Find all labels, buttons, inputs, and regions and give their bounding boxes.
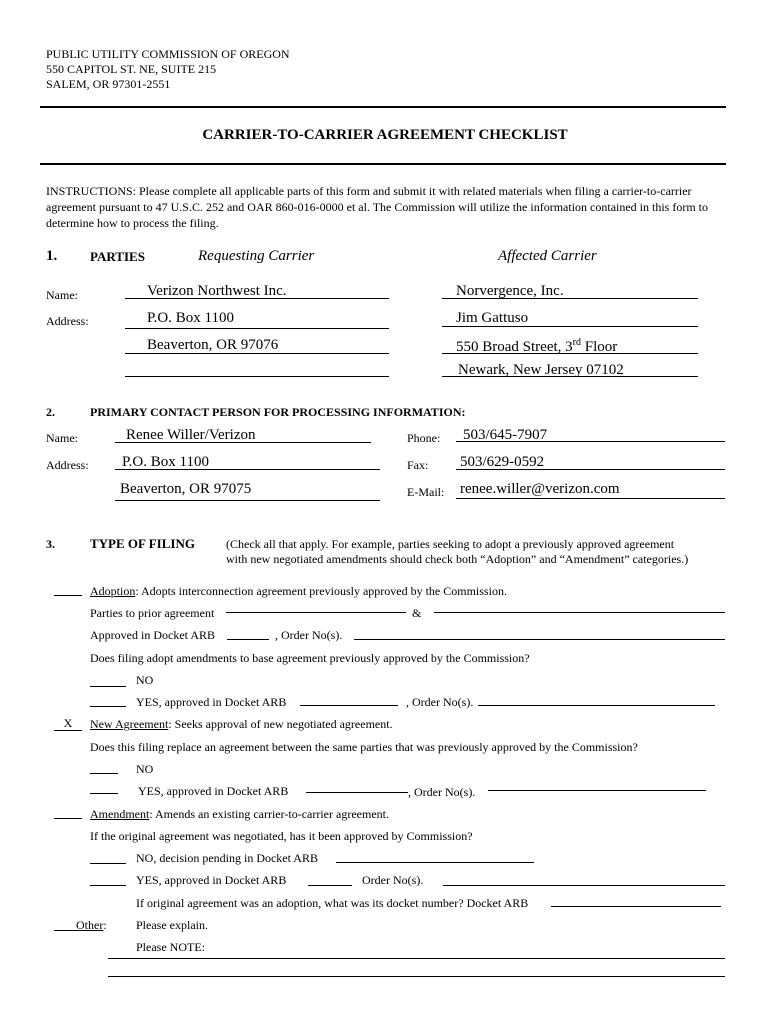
adoption-yes-order-field[interactable] [478, 705, 715, 706]
filing-note-line-2: with new negotiated amendments should check both “Adoption” and “Amendment” categories.) [226, 552, 689, 566]
other-term: Other [76, 918, 104, 932]
new-agreement-order-field[interactable] [488, 790, 706, 791]
amendment-item [90, 807, 389, 822]
adoption-approved-label: Approved in Docket ARB [90, 628, 215, 642]
requesting-address-2-line [125, 353, 389, 354]
header-line-2: 550 CAPITOL ST. NE, SUITE 215 [46, 62, 217, 76]
requesting-carrier-heading: Requesting Carrier [198, 248, 315, 264]
email-label: E-Mail: [407, 485, 445, 499]
amendment-no-label: NO, decision pending in Docket ARB [136, 851, 318, 865]
amendment-yes-label: YES, approved in Docket ARB [136, 873, 287, 887]
fax-line [456, 469, 725, 470]
new-agreement-term: New Agreement [90, 717, 169, 731]
amendment-adoption-docket-field[interactable] [551, 906, 721, 907]
affected-address-1-line [442, 326, 698, 327]
new-agreement-no-label: NO [136, 762, 154, 776]
new-agreement-yes-label: YES, approved in Docket ARB [138, 784, 289, 798]
other-item [76, 918, 107, 933]
contact-phone[interactable]: 503/645-7907 [463, 427, 548, 443]
affected-address-3-line [442, 376, 698, 377]
other-note-label: Please NOTE: [136, 940, 205, 954]
new-agreement-no-check[interactable] [90, 773, 118, 774]
affected-carrier-heading: Affected Carrier [498, 248, 597, 264]
ampersand: & [412, 606, 422, 620]
other-check-line[interactable] [54, 930, 76, 931]
adoption-no-label: NO [136, 673, 154, 687]
requesting-address-2[interactable]: Beaverton, OR 97076 [147, 337, 279, 353]
parties-prior-label: Parties to prior agreement [90, 606, 215, 620]
affected-carrier-name[interactable]: Norvergence, Inc. [456, 283, 564, 299]
new-agreement-desc: : Seeks approval of new negotiated agreement. [168, 717, 393, 731]
adoption-no-check[interactable] [90, 686, 126, 687]
requesting-address-1-line [125, 328, 389, 329]
rule-title [40, 163, 726, 165]
fax-label: Fax: [407, 458, 429, 472]
new-agreement-docket-field[interactable] [306, 792, 408, 793]
contact-fax[interactable]: 503/629-0592 [460, 454, 545, 470]
contact-name-line [115, 442, 371, 443]
amendment-term: Amendment [90, 807, 150, 821]
adoption-check-line [54, 595, 82, 596]
new-agreement-yes-check[interactable] [90, 793, 118, 794]
adoption-yes-order-label: , Order No(s). [406, 695, 474, 709]
header-line-1: PUBLIC UTILITY COMMISSION OF OREGON [46, 47, 290, 61]
other-colon: : [103, 918, 107, 932]
amendment-no-check[interactable] [90, 863, 126, 864]
requesting-carrier-name[interactable]: Verizon Northwest Inc. [147, 283, 287, 299]
prior-party-2-field[interactable] [434, 612, 725, 613]
contact-name-label: Name: [46, 431, 78, 445]
adoption-desc: : Adopts interconnection agreement previously approved by the Commission. [135, 584, 507, 598]
section-2-label: PRIMARY CONTACT PERSON FOR PROCESSING INFORMATION: [90, 405, 466, 419]
contact-address-1[interactable]: P.O. Box 1100 [122, 454, 209, 470]
new-agreement-question: Does this filing replace an agreement between the same parties that was previously approved by the Commission? [90, 740, 638, 754]
affected-address-2-main: 550 Broad Street, 3 [456, 339, 573, 355]
affected-address-2-line [442, 353, 698, 354]
requesting-address-1[interactable]: P.O. Box 1100 [147, 310, 234, 326]
parties-address-label: Address: [46, 314, 89, 328]
filing-note [226, 537, 688, 567]
phone-line [456, 441, 725, 442]
commission-header [46, 47, 290, 92]
requesting-address-3-line [125, 376, 389, 377]
adoption-yes-label: YES, approved in Docket ARB [136, 695, 287, 709]
new-agreement-item [90, 717, 393, 732]
new-agreement-checkbox[interactable]: X [63, 716, 73, 730]
adoption-order-label: , Order No(s). [275, 628, 343, 642]
adoption-order-field[interactable] [354, 639, 725, 640]
section-2-number: 2. [46, 405, 55, 419]
email-line [456, 498, 725, 499]
amendment-yes-docket-field[interactable] [308, 885, 352, 886]
contact-email[interactable]: renee.willer@verizon.com [460, 481, 620, 497]
amendment-no-docket-field[interactable] [336, 862, 534, 863]
prior-party-1-field[interactable] [226, 612, 406, 613]
adoption-amend-question: Does filing adopt amendments to base agreement previously approved by the Commission? [90, 651, 530, 665]
rule-top [40, 106, 726, 108]
contact-address-2[interactable]: Beaverton, OR 97075 [120, 481, 252, 497]
contact-address-2-line [115, 500, 380, 501]
adoption-item [90, 584, 507, 599]
affected-address-2-sup: rd [572, 337, 581, 348]
parties-name-label: Name: [46, 288, 78, 302]
phone-label: Phone: [407, 431, 441, 445]
amendment-desc: : Amends an existing carrier-to-carrier agreement. [149, 807, 389, 821]
contact-address-label: Address: [46, 458, 89, 472]
header-line-3: SALEM, OR 97301-2551 [46, 77, 171, 91]
form-title: CARRIER-TO-CARRIER AGREEMENT CHECKLIST [202, 127, 568, 143]
affected-address-3[interactable]: Newark, New Jersey 07102 [458, 362, 624, 378]
section-1-label: PARTIES [90, 249, 145, 264]
adoption-yes-docket-field[interactable] [300, 705, 398, 706]
adoption-docket-field[interactable] [227, 639, 269, 640]
adoption-yes-check[interactable] [90, 706, 126, 707]
section-3-label: TYPE OF FILING [90, 536, 195, 551]
other-explain-label: Please explain. [136, 918, 208, 932]
affected-address-1[interactable]: Jim Gattuso [456, 310, 529, 326]
other-notes-line-1[interactable] [108, 958, 725, 959]
amendment-order-field[interactable] [443, 885, 725, 886]
amendment-adoption-question: If original agreement was an adoption, what was its docket number? Docket ARB [136, 896, 529, 910]
amendment-check-line [54, 818, 82, 819]
section-3-number: 3. [46, 537, 55, 551]
contact-name[interactable]: Renee Willer/Verizon [126, 427, 256, 443]
requesting-name-line [125, 298, 389, 299]
amendment-yes-check[interactable] [90, 885, 126, 886]
instructions: INSTRUCTIONS: Please complete all applicable parts of this form and submit it with related materials when filing a carrier-to-carrier agreement pursuant to 47 U.S.C. 252 and OAR 860-016-0000 et al. The Commission will utilize the information contained in this form to determine how to process the filing. [46, 184, 709, 230]
amendment-question: If the original agreement was negotiated, has it been approved by Commission? [90, 829, 473, 843]
adoption-term: Adoption [90, 584, 136, 598]
filing-note-line-1: (Check all that apply. For example, parties seeking to adopt a previously approved agreement [226, 537, 675, 551]
section-1-number: 1. [46, 248, 58, 264]
affected-name-line [442, 298, 698, 299]
other-notes-line-2[interactable] [108, 976, 725, 977]
new-agreement-check-line [54, 730, 82, 731]
contact-address-1-line [115, 469, 380, 470]
amendment-order-label: Order No(s). [362, 873, 424, 887]
new-agreement-order-label: , Order No(s). [408, 785, 476, 799]
affected-address-2-tail: Floor [581, 339, 618, 355]
